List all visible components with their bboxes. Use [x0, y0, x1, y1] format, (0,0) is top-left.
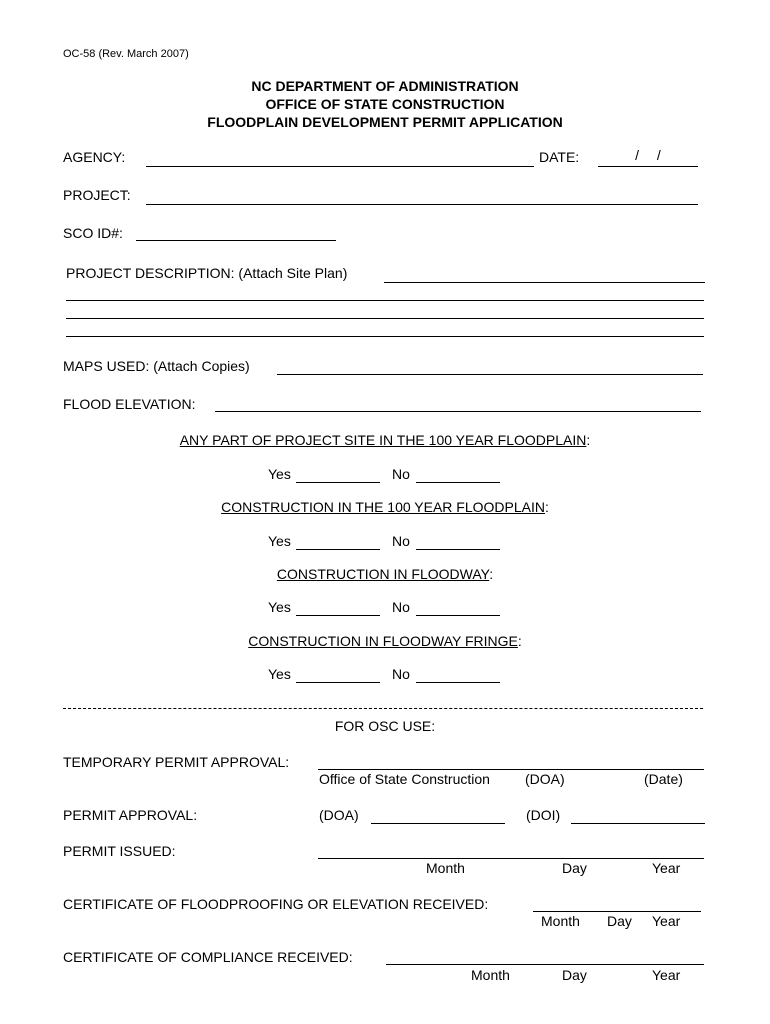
yes-field[interactable]: [296, 682, 380, 683]
date-label: DATE:: [539, 149, 580, 165]
doi-label: (DOI): [526, 807, 561, 823]
question-construction-floodway-fringe: CONSTRUCTION IN FLOODWAY FRINGE:: [248, 633, 522, 649]
flood-elevation-field[interactable]: [215, 411, 701, 412]
project-description-field[interactable]: [384, 282, 705, 283]
no-label: No: [392, 666, 410, 682]
agency-label: AGENCY:: [63, 149, 126, 165]
doa-label: (DOA): [525, 771, 565, 787]
compliance-certificate-label: CERTIFICATE OF COMPLIANCE RECEIVED:: [63, 949, 353, 965]
office-label: Office of State Construction: [319, 771, 490, 787]
yes-label: Yes: [268, 599, 291, 615]
osc-section-title: FOR OSC USE:: [334, 718, 436, 734]
section-divider: [63, 708, 703, 709]
yes-label: Yes: [268, 666, 291, 682]
day-caption: Day: [562, 860, 587, 876]
maps-used-label: MAPS USED: (Attach Copies): [63, 358, 250, 374]
agency-field[interactable]: [146, 166, 534, 167]
month-caption: Month: [541, 913, 580, 929]
yes-label: Yes: [268, 533, 291, 549]
temporary-permit-approval-label: TEMPORARY PERMIT APPROVAL:: [63, 754, 290, 770]
doa-label: (DOA): [319, 807, 359, 823]
project-description-line[interactable]: [66, 336, 704, 337]
form-code: OC-58 (Rev. March 2007): [63, 48, 189, 60]
yes-label: Yes: [268, 466, 291, 482]
compliance-certificate-field[interactable]: [386, 964, 704, 965]
permit-issued-field[interactable]: [318, 858, 704, 859]
year-caption: Year: [652, 913, 681, 929]
floodproofing-certificate-label: CERTIFICATE OF FLOODPROOFING OR ELEVATION RECEIVED:: [63, 896, 489, 912]
floodproofing-certificate-field[interactable]: [533, 911, 701, 912]
no-label: No: [392, 533, 410, 549]
project-description-line[interactable]: [66, 300, 704, 301]
question-construction-floodway: CONSTRUCTION IN FLOODWAY:: [276, 566, 494, 582]
no-field[interactable]: [416, 682, 500, 683]
temporary-permit-approval-field[interactable]: [318, 769, 704, 770]
sco-id-field[interactable]: [136, 240, 336, 241]
month-caption: Month: [426, 860, 465, 876]
month-caption: Month: [471, 967, 510, 983]
no-field[interactable]: [416, 615, 500, 616]
project-label: PROJECT:: [63, 187, 131, 203]
year-caption: Year: [652, 967, 681, 983]
header-department: NC DEPARTMENT OF ADMINISTRATION: [251, 78, 519, 94]
question-construction-floodplain: CONSTRUCTION IN THE 100 YEAR FLOODPLAIN:: [221, 499, 549, 515]
project-field[interactable]: [146, 204, 698, 205]
yes-field[interactable]: [296, 482, 380, 483]
day-caption: Day: [562, 967, 587, 983]
project-description-label: PROJECT DESCRIPTION: (Attach Site Plan): [66, 265, 348, 281]
question-floodplain-site: ANY PART OF PROJECT SITE IN THE 100 YEAR FLOODPLAIN:: [179, 432, 591, 448]
year-caption: Year: [652, 860, 681, 876]
flood-elevation-label: FLOOD ELEVATION:: [63, 396, 196, 412]
yes-field[interactable]: [296, 615, 380, 616]
yes-field[interactable]: [296, 549, 380, 550]
permit-approval-label: PERMIT APPROVAL:: [63, 807, 198, 823]
day-caption: Day: [607, 913, 632, 929]
doa-field[interactable]: [371, 823, 505, 824]
no-field[interactable]: [416, 482, 500, 483]
date-value: / /: [635, 147, 661, 163]
maps-used-field[interactable]: [277, 374, 703, 375]
no-label: No: [392, 466, 410, 482]
no-label: No: [392, 599, 410, 615]
no-field[interactable]: [416, 549, 500, 550]
header-office: OFFICE OF STATE CONSTRUCTION: [265, 96, 505, 112]
date-caption: (Date): [644, 771, 683, 787]
sco-id-label: SCO ID#:: [63, 225, 123, 241]
header-form-title: FLOODPLAIN DEVELOPMENT PERMIT APPLICATION: [207, 114, 563, 130]
permit-issued-label: PERMIT ISSUED:: [63, 843, 176, 859]
doi-field[interactable]: [571, 823, 705, 824]
project-description-line[interactable]: [66, 318, 704, 319]
date-field[interactable]: [598, 166, 698, 167]
